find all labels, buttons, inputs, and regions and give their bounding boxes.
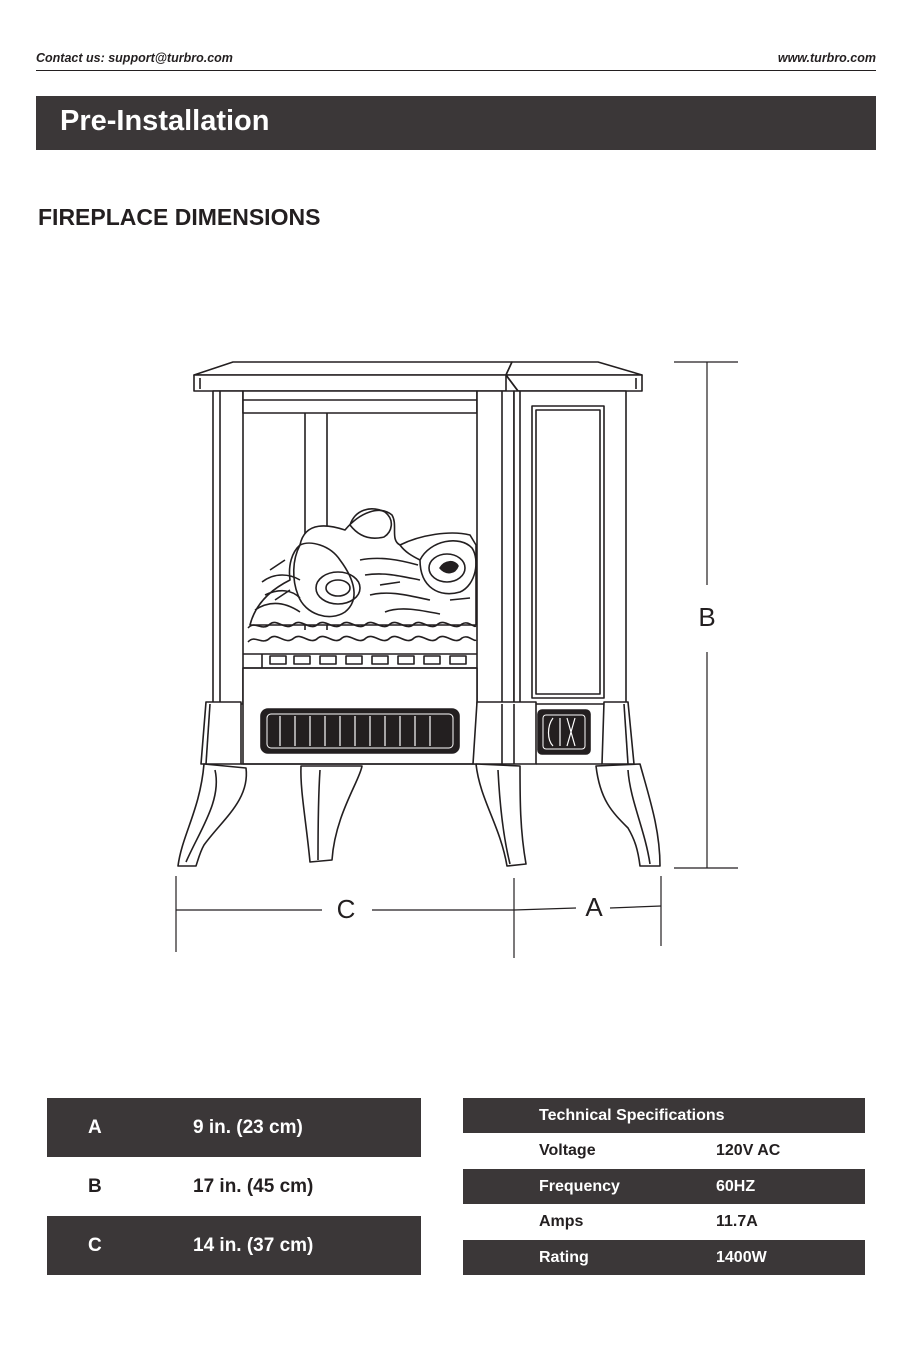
dimensions-table [47, 1098, 421, 1275]
spec-row [463, 1204, 865, 1239]
dimension-key: B [88, 1176, 102, 1197]
specs-title: Technical Specifications [539, 1107, 725, 1124]
section-title: FIREPLACE DIMENSIONS [38, 204, 321, 230]
dimension-value: 17 in. (45 cm) [193, 1176, 314, 1197]
header-contact: Contact us: support@turbro.com [36, 51, 233, 65]
fireplace-legs [178, 764, 660, 866]
specs-table [463, 1098, 865, 1275]
side-vent [538, 710, 590, 754]
dimension-row [47, 1098, 421, 1157]
spec-key: Voltage [539, 1142, 596, 1160]
heater-vent [261, 709, 459, 753]
dimension-value: 9 in. (23 cm) [193, 1117, 303, 1138]
dimension-row [47, 1216, 421, 1275]
dimension-label-a: A [585, 892, 603, 922]
spec-value: 60HZ [716, 1177, 756, 1195]
dimension-label-b: B [698, 602, 716, 632]
spec-row [463, 1240, 865, 1275]
dimension-row [47, 1157, 421, 1216]
spec-key: Frequency [539, 1177, 620, 1195]
spec-key: Rating [539, 1248, 589, 1266]
spec-value: 11.7A [716, 1213, 758, 1231]
ember-bed [248, 622, 476, 668]
dimension-label-c: C [336, 894, 356, 924]
spec-key: Amps [539, 1213, 584, 1231]
dimension-lines [176, 362, 738, 958]
header-url[interactable]: www.turbro.com [777, 51, 876, 65]
specs-header [463, 1098, 865, 1133]
firelogs [250, 509, 476, 625]
dimension-key: C [88, 1235, 102, 1256]
spec-value: 120V AC [716, 1142, 781, 1160]
fireplace-top [194, 362, 642, 391]
spec-row [463, 1133, 865, 1168]
dimension-key: A [88, 1117, 102, 1138]
spec-row [463, 1169, 865, 1204]
spec-value: 1400W [716, 1248, 767, 1266]
dimension-value: 14 in. (37 cm) [193, 1235, 314, 1256]
banner-title: Pre-Installation [60, 105, 270, 137]
